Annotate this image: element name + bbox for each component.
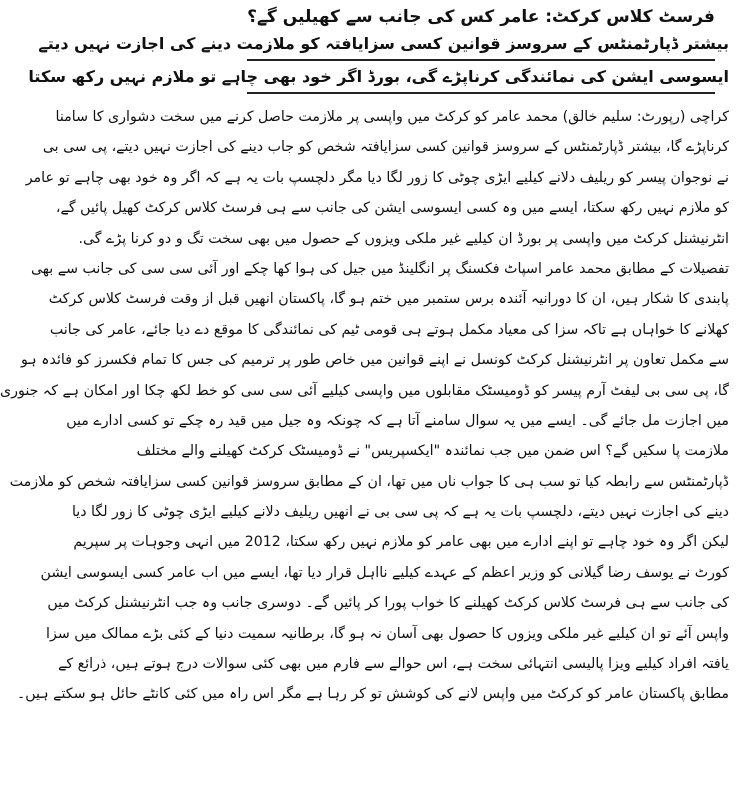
body-line: یافتہ افراد کیلیے ویزا پالیسی انتہائی سخت ہے، اس حوالے سے فارم میں بھی کئی سوالات درج ہوتے ہیں، ذرائع کے <box>58 656 729 673</box>
body-line: کورٹ نے یوسف رضا گیلانی کو وزیر اعظم کے عہدے کیلیے نااہل قرار دیا تھا، ایسے میں اب عامر کسی ایسوسی ایشن <box>40 564 729 581</box>
body-line: کراچی (رپورٹ: سلیم خالق) محمد عامر کو کرکٹ میں واپسی پر ملازمت حاصل کرنے میں سخت دشواری کا سامنا <box>55 109 729 125</box>
body-line: میں اجازت مل جائے گی۔ ایسے میں یہ سوال سامنے آتا ہے کہ چونکہ وہ جیل میں قید رہ چکے تو کسی ادارے میں <box>66 412 729 429</box>
body-line: کی جانب سے ہی فرسٹ کلاس کرکٹ کھیلنے کا خواب پورا کر پائیں گے۔ دوسری جانب وہ جب انٹرنیشنل کرکٹ میں <box>47 595 729 612</box>
body-line: تفصیلات کے مطابق محمد عامر اسپاٹ فکسنگ پر انگلینڈ میں جیل کی ہوا کھا چکے اور آئی سی سی کی جانب سے بھی <box>30 260 729 277</box>
body-line: انٹرنیشنل کرکٹ میں واپسی پر بورڈ ان کیلیے غیر ملکی ویزوں کے حصول میں بھی سخت تگ و دو کرنا پڑے گی. <box>78 230 729 247</box>
body-line: کرناپڑے گا، بیشتر ڈپارٹمنٹس کے سروسز قوانین کسی سزایافتہ شخص کو جاب دینے کی اجازت نہیں دیتے، پی سی بی <box>42 139 729 156</box>
divider <box>247 59 715 61</box>
article-body <box>0 102 729 710</box>
body-line: ملازمت پا سکیں گے؟ اس ضمن میں جب نمائندہ "ایکسپریس" نے ڈومیسٹک کرکٹ کھیلنے والے مختلف <box>136 443 729 460</box>
headline: فرسٹ کلاس کرکٹ: عامر کس کی جانب سے کھیلیں گے؟ <box>247 7 715 27</box>
divider <box>247 92 715 94</box>
body-line: دینے کی اجازت نہیں دیتے، دلچسپ بات یہ ہے کہ پی سی بی نے انھیں ریلیف دلانے کیلیے ایڑی چوٹی کا زور لگا دیا <box>71 504 729 521</box>
body-line: نے نوجوان پیسر کو ریلیف دلانے کیلیے ایڑی چوٹی کا زور لگا دیا مگر دلچسپ بات یہ ہے کہ اگر وہ خود بھی چاہے تو عامر <box>25 169 729 186</box>
body-line: لیکن اگر وہ خود چاہے تو اپنے ادارے میں بھی عامر کو ملازم نہیں رکھ سکتا، 2012 میں انہی وجوہات پر سپریم <box>73 534 729 551</box>
body-line: پابندی کا شکار ہیں، ان کا دورانیہ آئندہ برس ستمبر میں ختم ہو گا، پاکستان انھیں قبل از وقت فرسٹ کلاس کرکٹ <box>48 291 729 308</box>
subhead-1: بیشتر ڈپارٹمنٹس کے سروسز قوانین کسی سزایافتہ کو ملازمت دینے کی اجازت نہیں دیتے <box>38 34 729 53</box>
body-line: گا، پی سی بی لیفٹ آرم پیسر کو ڈومیسٹک مقابلوں میں واپسی کیلیے آئی سی سی کو خط لکھ چکا اور امکان ہے کہ جنوری <box>0 382 729 399</box>
body-line: واپس آئے تو ان کیلیے غیر ملکی ویزوں کا حصول بھی آسان نہ ہو گا، برطانیہ سمیت دنیا کے کئی بڑے ممالک میں سزا <box>46 625 729 642</box>
subhead-2: ایسوسی ایشن کی نمائندگی کرناپڑے گی، بورڈ اگر خود بھی چاہے تو ملازم نہیں رکھ سکتا <box>28 67 729 86</box>
body-line: سے مکمل تعاون پر انٹرنیشنل کرکٹ کونسل نے اپنے قوانین میں خاص طور پر ترمیم کی جس کا تمام فکسرز کو فائدہ ہو <box>21 352 729 369</box>
body-line: ڈپارٹمنٹس سے رابطہ کیا تو سب ہی کا جواب ناں میں تھا، ان کے مطابق سروسز قوانین کسی سزایافتہ شخص کو ملازمت <box>9 473 729 490</box>
body-line: مطابق پاکستان عامر کو کرکٹ میں واپس لانے کی کوشش تو کر رہا ہے مگر اس راہ میں کئی کانٹے حائل ہو سکتے ہیں۔ <box>16 686 729 703</box>
body-line: کو ملازم نہیں رکھ سکتا، ایسے میں وہ کسی ایسوسی ایشن کی جانب سے ہی فرسٹ کلاس کرکٹ کھیل پائیں گے، <box>55 200 729 217</box>
body-line: کھلانے کا خواہاں ہے تاکہ سزا کی معیاد مکمل ہوتے ہی قومی ٹیم کی نمائندگی کا موقع دے دیا جائے، عامر کی جانب <box>49 321 729 338</box>
